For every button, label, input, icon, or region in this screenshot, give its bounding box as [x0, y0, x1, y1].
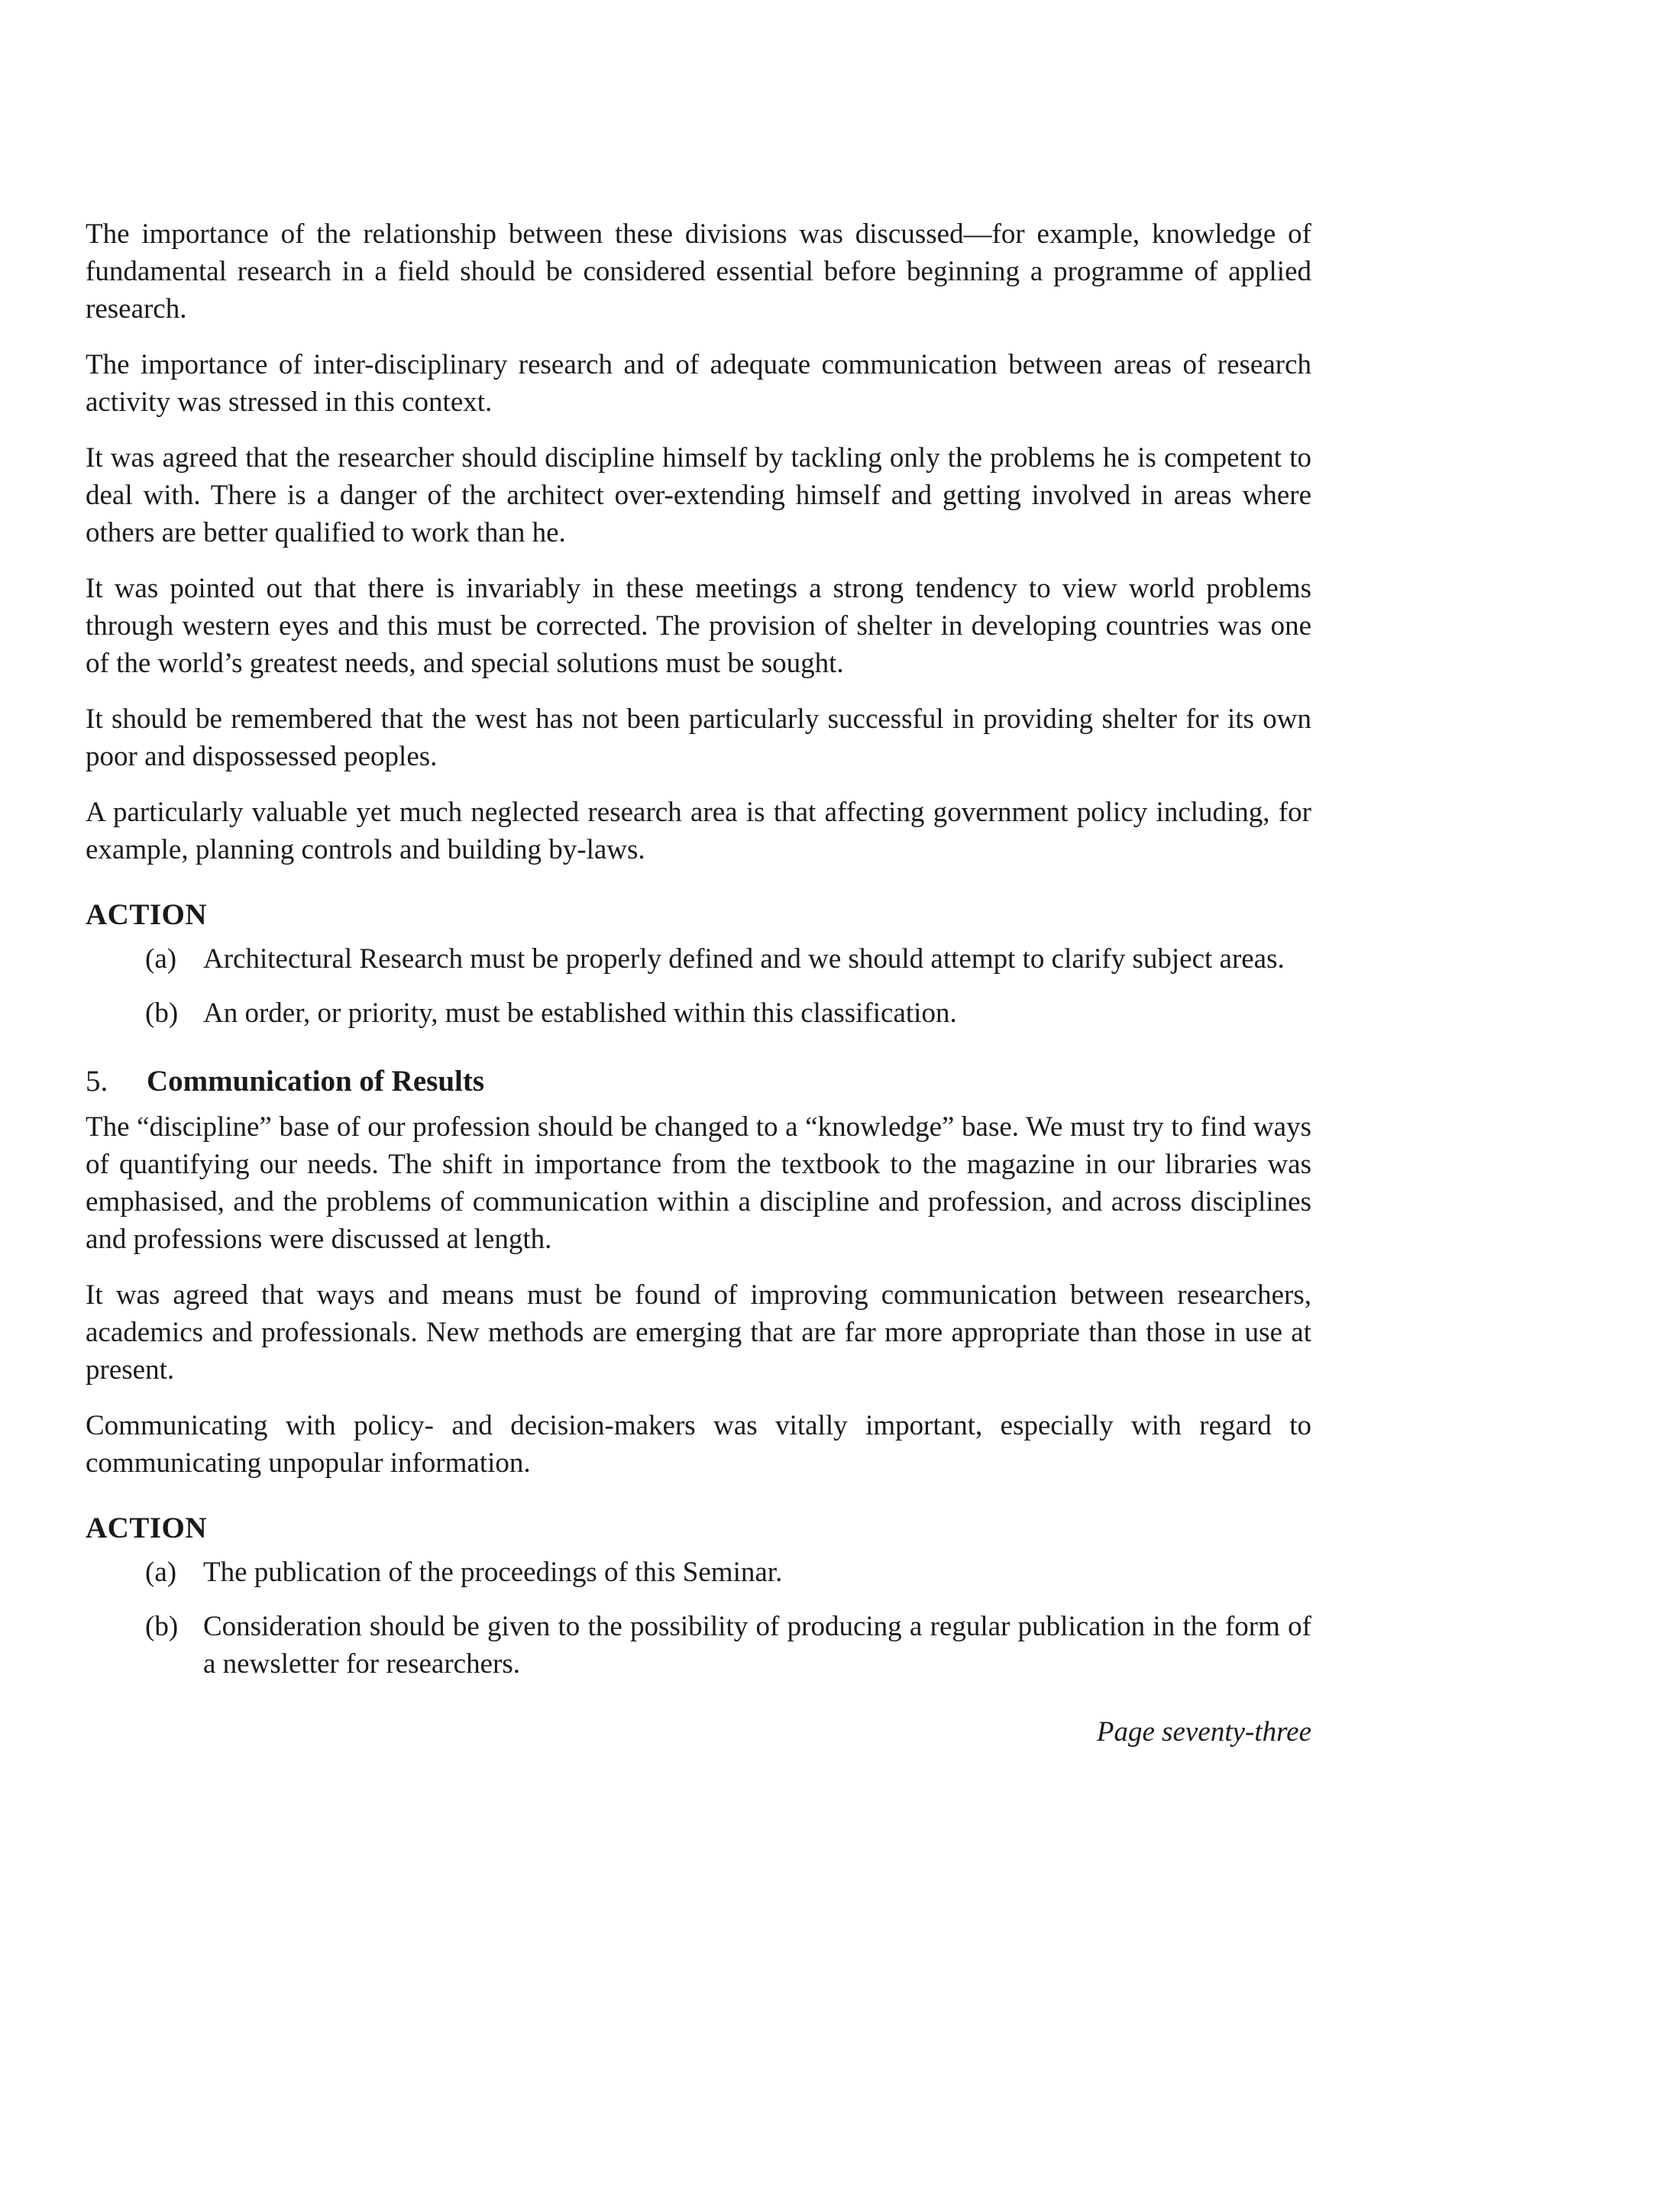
action-item-text: Consideration should be given to the possibility of producing a regular publication in the form of a newsletter for researchers. [203, 1611, 1311, 1680]
action-heading: ACTION [86, 898, 208, 931]
action-item-text: The publication of the proceedings of this Seminar. [203, 1557, 783, 1588]
action-item [145, 1608, 1311, 1683]
list-marker: (a) [145, 943, 177, 975]
paragraph: It was pointed out that there is invariably in these meetings a strong tendency to view world problems through western eyes and this must be corrected. The provision of shelter in developing countries was one of the world’s greatest needs, and special solutions must be sought. [86, 573, 1311, 679]
paragraph: A particularly valuable yet much neglected research area is that affecting government policy including, for example, planning controls and building by-laws. [86, 797, 1311, 865]
list-marker: (a) [145, 1557, 177, 1588]
list-marker: (b) [145, 1611, 179, 1642]
document-page [86, 215, 1311, 2125]
action-item [145, 1554, 1311, 1591]
paragraph: It should be remembered that the west has not been particularly successful in providing shelter for its own poor and dispossessed peoples. [86, 703, 1311, 772]
page-number: Page seventy-three [1096, 1716, 1311, 1748]
action-list [86, 940, 1311, 1032]
paragraph: The “discipline” base of our profession should be changed to a “knowledge” base. We must try to find ways of quantifying our needs. The shift in importance from the textbook to the magazine in our libraries was emphasised, and the problems of communication within a discipline and profession, and across disciplines and professions were discussed at length. [86, 1111, 1311, 1255]
section-title: Communication of Results [147, 1065, 485, 1098]
paragraph: The importance of the relationship between these divisions was discussed—for example, knowledge of fundamental research in a field should be considered essential before beginning a programme of applied research. [86, 218, 1311, 325]
action-item [145, 940, 1311, 978]
action-list [86, 1554, 1311, 1683]
action-item [145, 994, 1311, 1032]
paragraph: Communicating with policy- and decision-makers was vitally important, especially with regard to communicating unpopular information. [86, 1410, 1311, 1479]
action-heading: ACTION [86, 1512, 208, 1544]
paragraph: The importance of inter-disciplinary research and of adequate communication between areas of research activity was stressed in this context. [86, 349, 1311, 418]
paragraph: It was agreed that the researcher should discipline himself by tackling only the problems he is competent to deal with. There is a danger of the architect over-extending himself and getting involved in areas where others are better qualified to work than he. [86, 442, 1311, 548]
list-marker: (b) [145, 998, 179, 1029]
action-item-text: An order, or priority, must be established within this classification. [203, 998, 957, 1029]
section-heading [86, 1062, 1311, 1101]
paragraph: It was agreed that ways and means must be found of improving communication between researchers, academics and professionals. New methods are emerging that are far more appropriate than those in use at present. [86, 1279, 1311, 1386]
action-item-text: Architectural Research must be properly defined and we should attempt to clarify subject areas. [203, 943, 1285, 975]
section-number: 5. [86, 1065, 108, 1098]
